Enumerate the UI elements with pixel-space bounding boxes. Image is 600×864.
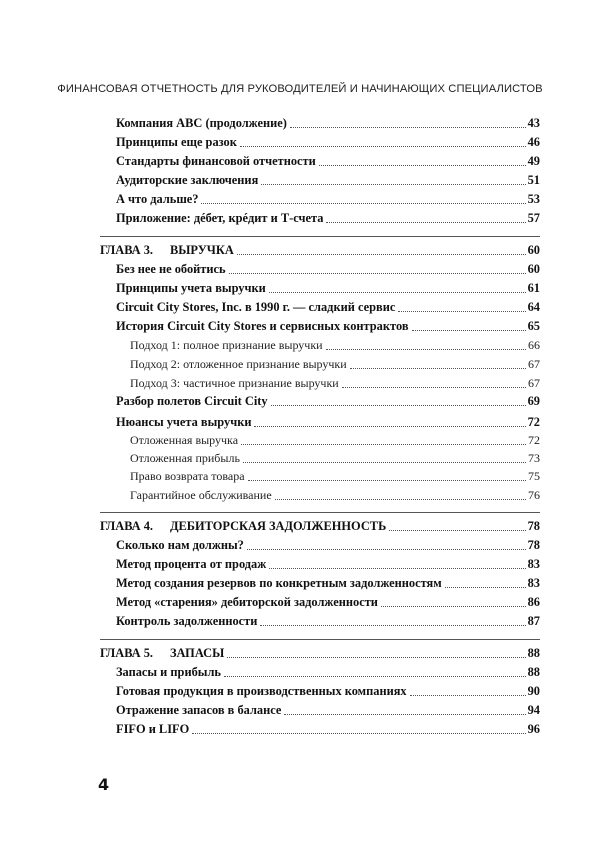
dot-leader — [326, 222, 525, 223]
toc-entry[interactable] — [116, 172, 540, 188]
toc-entry-page: 83 — [527, 576, 540, 590]
dot-leader — [224, 676, 526, 677]
toc-entry-label: Разбор полетов Circuit City — [116, 394, 268, 408]
toc-entry-label: Запасы и прибыль — [116, 665, 221, 679]
toc-entry-label: Принципы еще разок — [116, 135, 237, 149]
toc-entry-page: 86 — [527, 595, 540, 609]
toc-entry-page: 90 — [527, 684, 540, 698]
dot-leader — [254, 426, 525, 427]
dot-leader — [240, 146, 526, 147]
toc-entry[interactable] — [116, 664, 540, 680]
dot-leader — [248, 480, 526, 481]
toc-entry[interactable] — [116, 556, 540, 572]
chapter-divider — [100, 512, 540, 513]
toc-entry-page: 60 — [527, 262, 540, 276]
toc-entry-page: 49 — [527, 154, 540, 168]
toc-entry-page: 87 — [527, 614, 540, 628]
toc-entry-page: 65 — [527, 319, 540, 333]
toc-entry[interactable] — [116, 393, 540, 409]
toc-subentry[interactable] — [130, 337, 540, 353]
toc-subentry-page: 75 — [528, 469, 540, 483]
chapter-number: ГЛАВА 5. — [100, 646, 154, 660]
toc-entry[interactable] — [116, 575, 540, 591]
dot-leader — [319, 165, 526, 166]
dot-leader — [227, 657, 525, 658]
toc-entry-label: Отражение запасов в балансе — [116, 703, 282, 717]
toc-subentry-label: Подход 3: частичное признание выручки — [130, 376, 339, 390]
toc-subentry-label: Отложенная прибыль — [130, 451, 240, 465]
dot-leader — [269, 568, 525, 569]
dot-leader — [410, 695, 526, 696]
toc-entry[interactable] — [116, 115, 540, 131]
toc-subentry-label: Подход 1: полное признание выручки — [130, 338, 323, 352]
dot-leader — [275, 499, 526, 500]
dot-leader — [269, 292, 526, 293]
toc-subentry-page: 73 — [528, 451, 540, 465]
toc-entry-page: 78 — [527, 538, 540, 552]
toc-subentry[interactable] — [130, 356, 540, 372]
toc-subentry-label: Подход 2: отложенное признание выручки — [130, 357, 347, 371]
dot-leader — [243, 462, 526, 463]
toc-entry[interactable] — [116, 318, 540, 334]
toc-entry[interactable] — [116, 191, 540, 207]
toc-entry-label: Circuit City Stores, Inc. в 1990 г. — сладкий сервис — [116, 300, 396, 314]
toc-subentry-page: 67 — [528, 376, 540, 390]
toc-subentry[interactable] — [130, 468, 540, 484]
toc-subentry-page: 66 — [528, 338, 540, 352]
toc-entry[interactable] — [116, 537, 540, 553]
toc-entry-label: Без нее не обойтись — [116, 262, 226, 276]
chapter-number: ГЛАВА 4. — [100, 519, 154, 533]
toc-entry-page: 83 — [527, 557, 540, 571]
running-header: ФИНАНСОВАЯ ОТЧЕТНОСТЬ ДЛЯ РУКОВОДИТЕЛЕЙ И НАЧИНАЮЩИХ СПЕЦИАЛИСТОВ — [57, 83, 543, 95]
toc-entry-label: История Circuit City Stores и сервисных контрактов — [116, 319, 409, 333]
chapter-page: 78 — [527, 519, 540, 533]
toc-entry-label: Готовая продукция в производственных компаниях — [116, 684, 407, 698]
toc-subentry[interactable] — [130, 432, 540, 448]
dot-leader — [237, 254, 526, 255]
dot-leader — [445, 587, 526, 588]
toc-entry-label: Компания АВС (продолжение) — [116, 116, 287, 130]
toc-entry-label: Аудиторские заключения — [116, 173, 259, 187]
page-number: 4 — [98, 775, 110, 794]
dot-leader — [342, 387, 526, 388]
dot-leader — [271, 405, 526, 406]
toc-entry[interactable] — [116, 261, 540, 277]
toc-entry-page: 96 — [527, 722, 540, 736]
dot-leader — [229, 273, 526, 274]
toc-subentry-label: Отложенная выручка — [130, 433, 239, 447]
chapter-title: ЗАПАСЫ — [170, 646, 225, 660]
toc-entry[interactable] — [116, 299, 540, 315]
chapter-divider — [100, 236, 540, 237]
toc-entry-page: 53 — [527, 192, 540, 206]
toc-subentry[interactable] — [130, 450, 540, 466]
dot-leader — [381, 606, 526, 607]
toc-entry-label: Нюансы учета выручки — [116, 415, 252, 429]
toc-entry[interactable] — [116, 280, 540, 296]
toc-entry-page: 94 — [527, 703, 540, 717]
toc-entry-label: А что дальше? — [116, 192, 199, 206]
toc-subentry-page: 72 — [528, 433, 540, 447]
dot-leader — [290, 127, 526, 128]
toc-entry[interactable] — [116, 683, 540, 699]
toc-entry[interactable] — [116, 702, 540, 718]
dot-leader — [247, 549, 526, 550]
toc-entry[interactable] — [116, 721, 540, 737]
toc-entry[interactable] — [116, 210, 540, 226]
toc-entry-label: Метод создания резервов по конкретным задолженностям — [116, 576, 442, 590]
dot-leader — [241, 444, 526, 445]
toc-entry-page: 88 — [527, 665, 540, 679]
dot-leader — [201, 203, 525, 204]
toc-entry-page: 69 — [527, 394, 540, 408]
toc-subentry[interactable] — [130, 375, 540, 391]
dot-leader — [389, 530, 525, 531]
toc-entry-page: 61 — [527, 281, 540, 295]
toc-entry-label: Приложение: дéбет, крéдит и Т-счета — [116, 211, 324, 225]
chapter-title: ВЫРУЧКА — [170, 243, 234, 257]
chapter-heading[interactable] — [100, 518, 540, 534]
toc-entry[interactable] — [116, 134, 540, 150]
dot-leader — [284, 714, 525, 715]
toc-entry-label: Метод процента от продаж — [116, 557, 267, 571]
chapter-heading[interactable] — [100, 645, 540, 661]
dot-leader — [398, 311, 525, 312]
toc-entry[interactable] — [116, 153, 540, 169]
chapter-number: ГЛАВА 3. — [100, 243, 154, 257]
toc-entry-label: Контроль задолженности — [116, 614, 258, 628]
toc-subentry-page: 67 — [528, 357, 540, 371]
chapter-heading[interactable] — [100, 242, 540, 258]
toc-subentry-label: Гарантийное обслуживание — [130, 488, 272, 502]
chapter-page: 60 — [527, 243, 540, 257]
toc-entry[interactable] — [116, 414, 540, 430]
toc-entry-page: 51 — [527, 173, 540, 187]
toc-entry-label: Метод «старения» дебиторской задолженности — [116, 595, 378, 609]
toc-entry[interactable] — [116, 613, 540, 629]
toc-entry-page: 46 — [527, 135, 540, 149]
toc-entry[interactable] — [116, 594, 540, 610]
toc-subentry-page: 76 — [528, 488, 540, 502]
dot-leader — [350, 368, 526, 369]
chapter-title: ДЕБИТОРСКАЯ ЗАДОЛЖЕННОСТЬ — [170, 519, 387, 533]
toc-entry-label: Принципы учета выручки — [116, 281, 266, 295]
dot-leader — [260, 625, 525, 626]
toc-subentry[interactable] — [130, 487, 540, 503]
toc-entry-page: 43 — [527, 116, 540, 130]
toc-entry-page: 64 — [527, 300, 540, 314]
dot-leader — [261, 184, 525, 185]
toc-entry-page: 57 — [527, 211, 540, 225]
toc-entry-label: FIFO и LIFO — [116, 722, 190, 736]
chapter-divider — [100, 639, 540, 640]
dot-leader — [412, 330, 526, 331]
toc-entry-label: Стандарты финансовой отчетности — [116, 154, 316, 168]
chapter-page: 88 — [527, 646, 540, 660]
toc-subentry-label: Право возврата товара — [130, 469, 245, 483]
dot-leader — [192, 733, 525, 734]
dot-leader — [326, 349, 526, 350]
toc-entry-label: Сколько нам должны? — [116, 538, 244, 552]
toc-entry-page: 72 — [527, 415, 540, 429]
